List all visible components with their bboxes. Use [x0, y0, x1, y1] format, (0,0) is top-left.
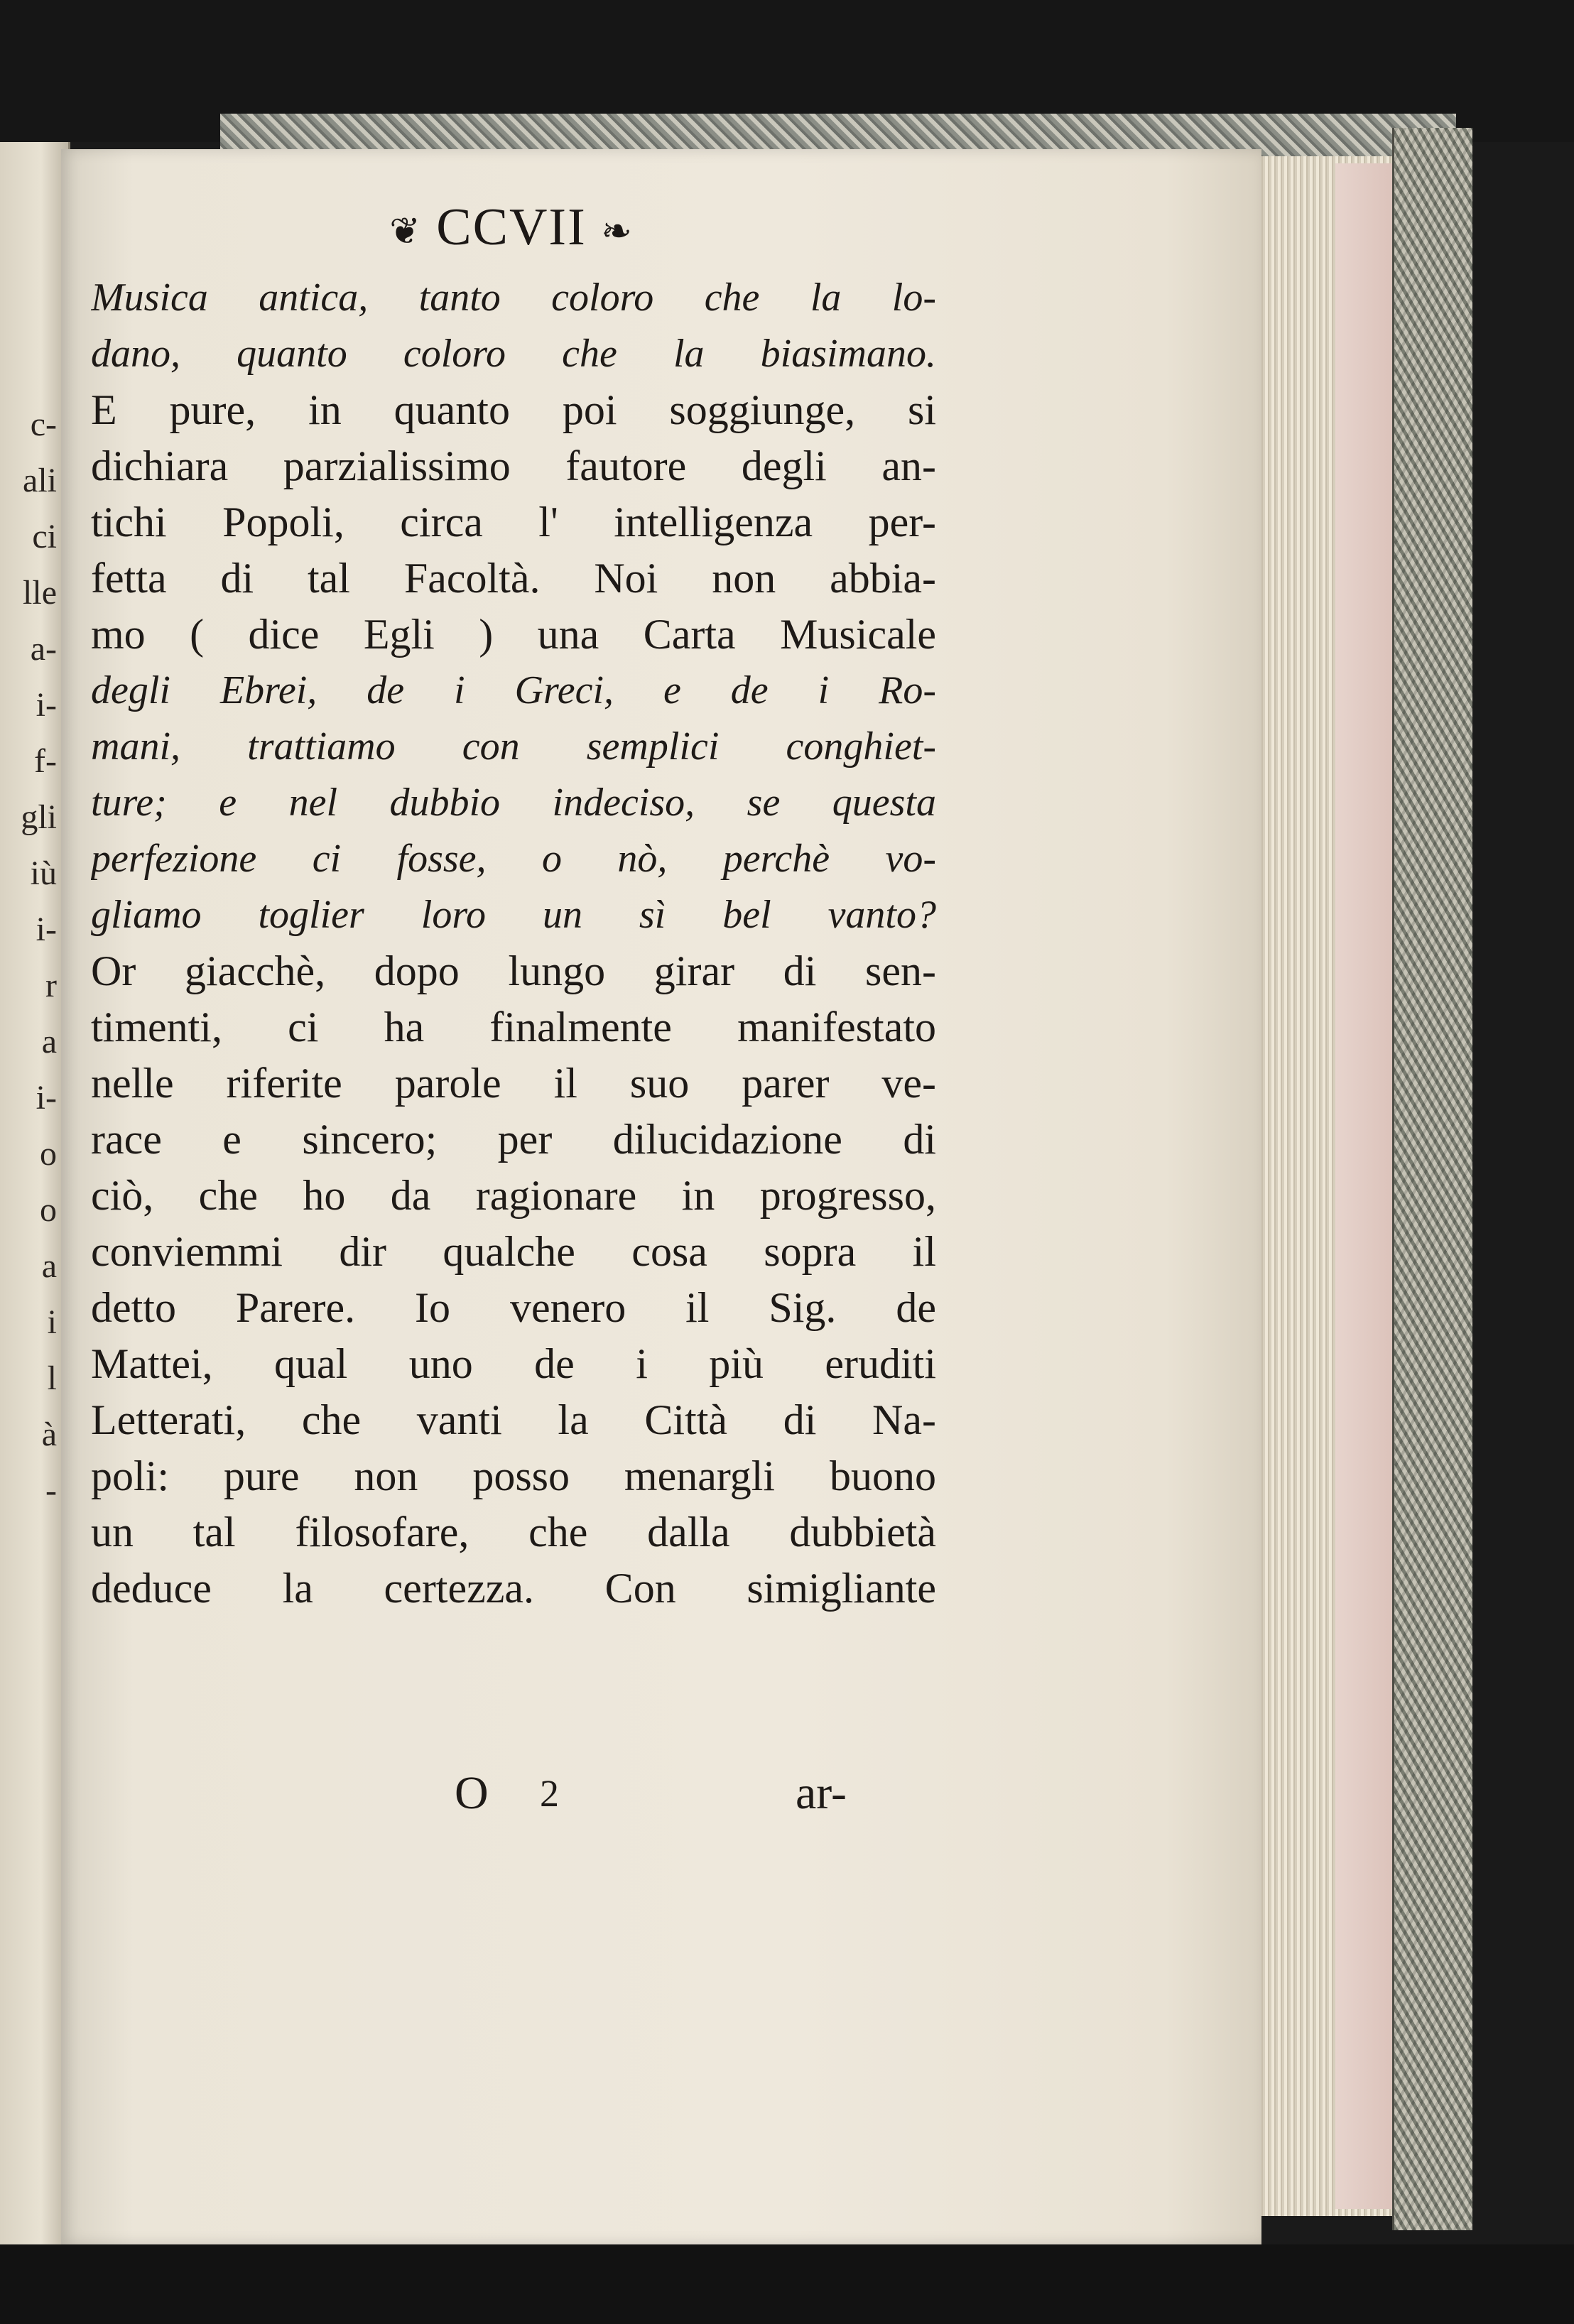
left-page-fragment: iù: [30, 854, 57, 892]
left-page-fragment: -: [45, 1472, 57, 1509]
left-page-fragment: o: [40, 1191, 57, 1229]
text-line: ture; e nel dubbio indeciso, se questa: [91, 781, 936, 825]
text-line: Mattei, qual uno de i più eruditi: [91, 1340, 936, 1387]
left-page-fragment: a: [41, 1023, 57, 1060]
left-page-fragment: [0, 1527, 57, 1567]
page-stack-edge-tinted: [1335, 163, 1392, 2209]
ornament-right-icon: ❧: [601, 212, 634, 253]
left-page-fragment: gli: [21, 798, 57, 836]
text-line: poli: pure non posso menargli buono: [91, 1452, 936, 1499]
text-line: nelle riferite parole il suo parer ve-: [91, 1060, 936, 1107]
text-line: fetta di tal Facoltà. Noi non abbia-: [91, 555, 936, 602]
text-line: mani, trattiamo con semplici conghiet-: [91, 724, 936, 769]
text-line: timenti, ci ha finalmente manifestato: [91, 1004, 936, 1050]
background-bottom: [0, 2244, 1574, 2324]
left-page-fragment: à: [41, 1416, 57, 1453]
signature-mark: O: [455, 1767, 489, 1819]
left-page-fragment: i-: [36, 686, 57, 724]
page-footer: [455, 1761, 881, 1825]
text-line: Letterati, che vanti la Città di Na-: [91, 1396, 936, 1443]
text-line: race e sincero; per dilucidazione di: [91, 1116, 936, 1163]
text-line: detto Parere. Io venero il Sig. de: [91, 1284, 936, 1331]
left-page-fragment: [0, 1639, 57, 1679]
text-line: deduce la certezza. Con simigliante: [91, 1565, 936, 1612]
left-page-fragment: i: [47, 1303, 57, 1341]
text-line: Musica antica, tanto coloro che la lo-: [91, 276, 936, 320]
ornament-left-icon: ❦: [389, 212, 422, 253]
text-line: un tal filosofare, che dalla dubbietà: [91, 1509, 936, 1555]
left-page-fragment: ali: [23, 462, 57, 499]
left-page-fragment: i-: [36, 911, 57, 948]
text-line: perfezione ci fosse, o nò, perchè vo-: [91, 837, 936, 881]
previous-page-sliver: [0, 142, 70, 2244]
text-line: dano, quanto coloro che la biasimano.: [91, 332, 936, 376]
left-page-fragment: l: [47, 1359, 57, 1397]
left-page-fragment: a: [41, 1247, 57, 1285]
left-page-fragment: i-: [36, 1079, 57, 1117]
page-number-roman: CCVII: [436, 198, 587, 256]
text-line: tichi Popoli, circa l' intelligenza per-: [91, 499, 936, 545]
text-line: Or giacchè, dopo lungo girar di sen-: [91, 947, 936, 994]
text-line: mo ( dice Egli ) una Carta Musicale: [91, 611, 936, 658]
left-page-fragment: [0, 1583, 57, 1623]
body-text: [91, 270, 936, 1617]
left-page-fragment: c-: [30, 406, 57, 443]
marbled-cover-right: [1392, 128, 1472, 2230]
left-page-fragment: f-: [34, 742, 57, 780]
left-page-fragment: r: [45, 967, 57, 1004]
page-header: [327, 192, 696, 263]
catchword: ar-: [796, 1767, 847, 1819]
left-page-fragment: lle: [23, 574, 57, 612]
left-page-fragment: o: [40, 1135, 57, 1173]
text-line: E pure, in quanto poi soggiunge, si: [91, 386, 936, 433]
left-page-fragment: [0, 1695, 57, 1735]
text-line: ciò, che ho da ragionare in progresso,: [91, 1172, 936, 1219]
text-line: dichiara parzialissimo fautore degli an-: [91, 442, 936, 489]
text-line: degli Ebrei, de i Greci, e de i Ro-: [91, 668, 936, 712]
left-page-fragment: ci: [32, 518, 57, 555]
signature-number: 2: [540, 1772, 559, 1815]
text-line: gliamo toglier loro un sì bel vanto?: [91, 893, 936, 937]
text-line: conviemmi dir qualche cosa sopra il: [91, 1228, 936, 1275]
left-page-fragment: a-: [30, 630, 57, 668]
